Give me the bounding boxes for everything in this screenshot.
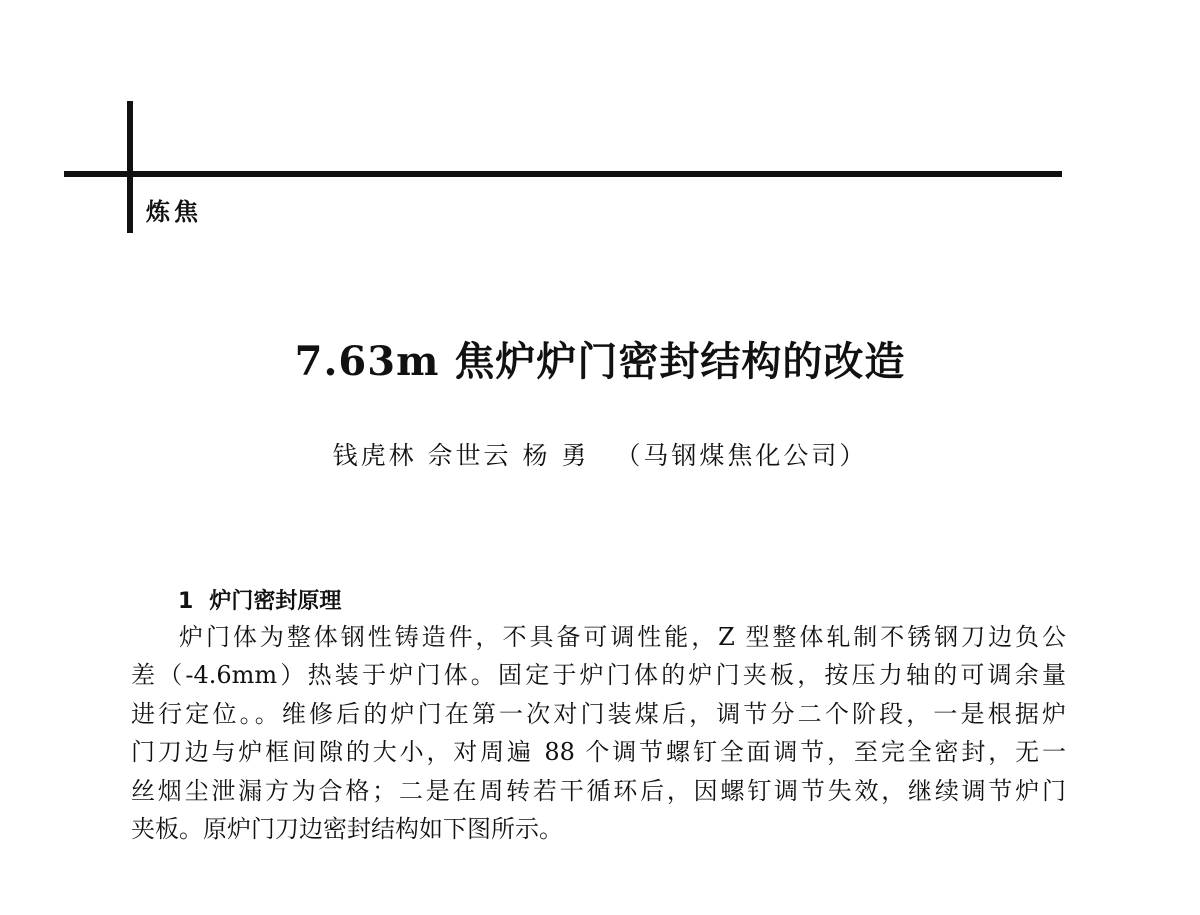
body-line: 夹板。原炉门刀边密封结构如下图所示。 xyxy=(131,815,563,844)
header-vertical-rule xyxy=(127,101,133,233)
section-body xyxy=(131,618,1066,848)
author-affiliation: （马钢煤焦化公司） xyxy=(615,441,868,470)
section-heading xyxy=(178,584,341,615)
author-names: 钱虎林 佘世云 杨 勇 xyxy=(332,441,590,470)
paper-title: 7.63m 焦炉炉门密封结构的改造 xyxy=(294,338,906,385)
body-line: 丝烟尘泄漏方为合格；二是在周转若干循环后，因螺钉调节失效，继续调节炉门 xyxy=(131,776,1066,805)
body-line: 差（-4.6mm）热装于炉门体。固定于炉门体的炉门夹板，按压力轴的可调余量 xyxy=(131,661,1066,690)
body-line: 进行定位。。维修后的炉门在第一次对门装煤后，调节分二个阶段，一是根据炉 xyxy=(131,699,1066,728)
header-horizontal-rule xyxy=(64,171,1062,177)
body-line: 门刀边与炉框间隙的大小，对周遍 88 个调节螺钉全面调节，至完全密封，无一 xyxy=(131,738,1066,767)
body-line: 炉门体为整体钢性铸造件，不具备可调性能，Z 型整体轧制不锈钢刀边负公 xyxy=(179,623,1066,651)
section-title: 炉门密封原理 xyxy=(209,589,342,614)
journal-section-tag: 炼焦 xyxy=(146,198,202,226)
author-line xyxy=(0,436,1200,472)
section-number: 1 xyxy=(178,589,194,614)
